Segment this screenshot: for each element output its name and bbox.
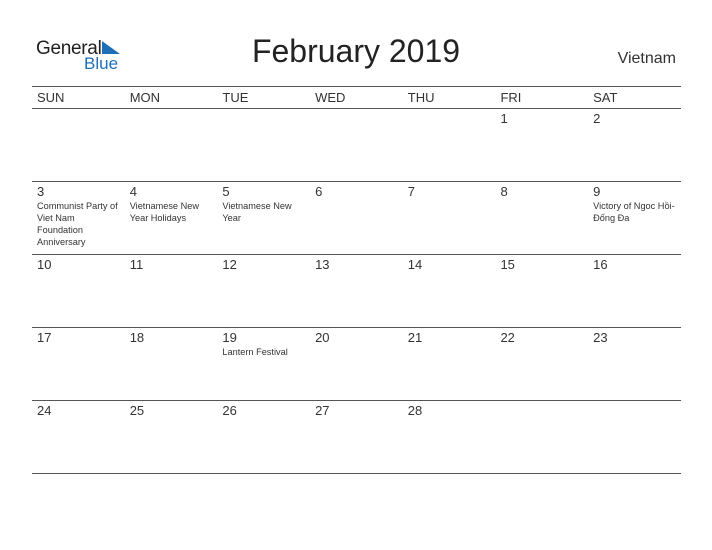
day-cell bbox=[310, 401, 403, 473]
date-number: 27 bbox=[315, 403, 330, 418]
holiday-label: Vietnamese New Year bbox=[222, 201, 292, 223]
date-number: 20 bbox=[315, 330, 330, 345]
weekday-mon: MON bbox=[129, 90, 161, 105]
date-number: 21 bbox=[407, 330, 423, 345]
date-number: 12 bbox=[222, 257, 237, 272]
day-cell bbox=[588, 255, 681, 327]
day-cell bbox=[403, 109, 496, 181]
date-number: 24 bbox=[37, 403, 52, 418]
day-cell bbox=[495, 109, 588, 181]
day-cell bbox=[32, 401, 125, 473]
day-cell bbox=[217, 109, 310, 181]
date-number: 28 bbox=[407, 403, 423, 418]
date-number: 16 bbox=[593, 257, 608, 272]
day-cell bbox=[588, 401, 681, 473]
date-number: 26 bbox=[222, 403, 237, 418]
date-number: 22 bbox=[500, 330, 515, 345]
weekday-fri: FRI bbox=[500, 90, 522, 105]
date-number: 8 bbox=[500, 184, 508, 199]
date-number: 11 bbox=[129, 257, 144, 272]
calendar-week-row bbox=[32, 255, 681, 328]
day-cell bbox=[125, 109, 218, 181]
weekday-wed: WED bbox=[315, 90, 346, 105]
logo-text-blue: Blue bbox=[84, 54, 119, 73]
calendar-week-row bbox=[32, 401, 681, 474]
day-cell bbox=[217, 182, 310, 254]
weekday-thu: THU bbox=[407, 90, 435, 105]
day-cell bbox=[217, 328, 310, 400]
date-number: 1 bbox=[500, 111, 508, 126]
day-cell bbox=[310, 109, 403, 181]
date-number: 5 bbox=[222, 184, 230, 199]
date-number: 25 bbox=[129, 403, 145, 418]
calendar-weeks bbox=[32, 109, 681, 474]
logo-text-general: General bbox=[36, 38, 102, 59]
date-number: 23 bbox=[593, 330, 608, 345]
holiday-label: Lantern Festival bbox=[222, 347, 288, 357]
day-cell bbox=[403, 182, 496, 254]
date-number: 13 bbox=[315, 257, 330, 272]
date-number: 14 bbox=[407, 257, 423, 272]
day-cell bbox=[495, 255, 588, 327]
date-number: 10 bbox=[37, 257, 52, 272]
day-cell bbox=[588, 109, 681, 181]
day-cell bbox=[495, 328, 588, 400]
date-number: 3 bbox=[37, 184, 45, 199]
weekday-sat: SAT bbox=[593, 90, 618, 105]
day-cell bbox=[125, 401, 218, 473]
day-cell bbox=[32, 109, 125, 181]
day-cell bbox=[217, 255, 310, 327]
day-cell bbox=[588, 182, 681, 254]
date-number: 2 bbox=[593, 111, 601, 126]
holiday-label: Vietnamese New Year Holidays bbox=[129, 201, 199, 223]
day-cell bbox=[588, 328, 681, 400]
date-number: 7 bbox=[407, 184, 415, 199]
date-number: 19 bbox=[222, 330, 237, 345]
date-number: 18 bbox=[129, 330, 145, 345]
holiday-label: Communist Party of Viet Nam Foundation Anniversary bbox=[37, 201, 118, 247]
day-cell bbox=[125, 255, 218, 327]
day-cell bbox=[403, 328, 496, 400]
day-cell bbox=[32, 255, 125, 327]
calendar-week-row bbox=[32, 328, 681, 401]
date-number: 17 bbox=[37, 330, 52, 345]
weekday-tue: TUE bbox=[222, 90, 249, 105]
day-cell bbox=[403, 401, 496, 473]
day-cell bbox=[310, 182, 403, 254]
date-number: 9 bbox=[593, 184, 601, 199]
calendar-week-row bbox=[32, 109, 681, 182]
day-cell bbox=[125, 328, 218, 400]
day-cell bbox=[125, 182, 218, 254]
weekday-sun: SUN bbox=[37, 90, 65, 105]
day-cell bbox=[217, 401, 310, 473]
date-number: 6 bbox=[315, 184, 323, 199]
day-cell bbox=[32, 182, 125, 254]
date-number: 15 bbox=[500, 257, 515, 272]
day-cell bbox=[495, 401, 588, 473]
calendar-grid bbox=[32, 86, 681, 474]
day-cell bbox=[310, 255, 403, 327]
calendar-week-row bbox=[32, 182, 681, 255]
day-cell bbox=[32, 328, 125, 400]
holiday-label: Victory of Ngoc Hồi-Đống Đa bbox=[593, 201, 675, 223]
page-title: February 2019 bbox=[251, 33, 461, 69]
day-cell bbox=[495, 182, 588, 254]
weekday-header bbox=[32, 86, 681, 109]
day-cell bbox=[403, 255, 496, 327]
country-label: Vietnam bbox=[617, 50, 676, 67]
date-number: 4 bbox=[129, 184, 137, 199]
day-cell bbox=[310, 328, 403, 400]
